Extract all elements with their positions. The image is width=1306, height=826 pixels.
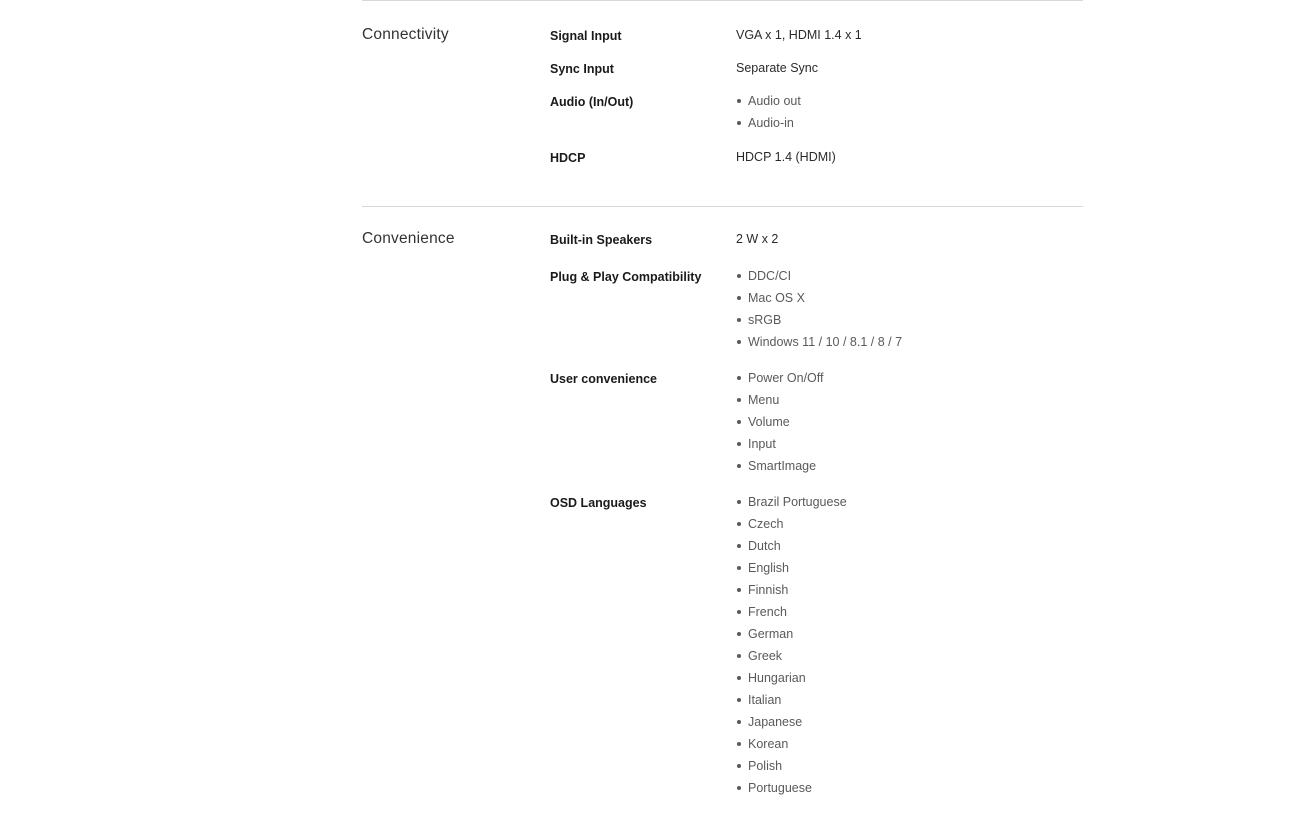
spec-value: 2 W x 2 (736, 232, 779, 246)
list-item: Greek (736, 648, 1083, 664)
spec-value: VGA x 1, HDMI 1.4 x 1 (736, 28, 862, 42)
list-item: DDC/CI (736, 268, 1083, 284)
list-item: Input (736, 436, 1083, 452)
spec-section-convenience (0, 207, 1306, 826)
section-title: Connectivity (362, 26, 449, 43)
list-item: Korean (736, 736, 1083, 752)
spec-row (550, 93, 1083, 131)
list-item: Power On/Off (736, 370, 1083, 386)
list-item: Brazil Portuguese (736, 494, 1083, 510)
list-item: Dutch (736, 538, 1083, 554)
spec-row (550, 494, 1083, 796)
spec-row (550, 268, 1083, 350)
list-item: Portuguese (736, 780, 1083, 796)
spec-label: Sync Input (550, 62, 614, 76)
spec-section-connectivity (0, 1, 1306, 206)
list-item: French (736, 604, 1083, 620)
list-item: Finnish (736, 582, 1083, 598)
spec-label: OSD Languages (550, 496, 647, 510)
list-item: Volume (736, 414, 1083, 430)
spec-row (550, 370, 1083, 474)
list-item: German (736, 626, 1083, 642)
spec-value-list (736, 93, 1083, 131)
spec-value (736, 494, 1083, 796)
list-item: Windows 11 / 10 / 8.1 / 8 / 7 (736, 334, 1083, 350)
list-item: Hungarian (736, 670, 1083, 686)
list-item: sRGB (736, 312, 1083, 328)
spec-value (736, 370, 1083, 474)
spec-label: Built-in Speakers (550, 233, 653, 247)
list-item: Audio-in (736, 115, 1083, 131)
section-title: Convenience (362, 230, 455, 247)
spec-row (550, 149, 1083, 166)
list-item: Czech (736, 516, 1083, 532)
list-item: Polish (736, 758, 1083, 774)
spec-value (736, 268, 1083, 350)
spec-rows (550, 207, 1083, 816)
spec-row (550, 60, 1083, 77)
list-item: Menu (736, 392, 1083, 408)
spec-value: Separate Sync (736, 61, 818, 75)
list-item: English (736, 560, 1083, 576)
spec-value-list (736, 268, 1083, 350)
spec-value (736, 93, 1083, 131)
spec-rows (550, 3, 1083, 182)
list-item: Japanese (736, 714, 1083, 730)
list-item: Audio out (736, 93, 1083, 109)
spec-label: Audio (In/Out) (550, 95, 634, 109)
spec-row (550, 231, 1083, 248)
spec-label: Signal Input (550, 29, 622, 43)
spec-label: Plug & Play Compatibility (550, 270, 702, 284)
spec-row (550, 27, 1083, 44)
spec-value-list (736, 494, 1083, 796)
spec-label: HDCP (550, 151, 586, 165)
spec-value-list (736, 370, 1083, 474)
list-item: SmartImage (736, 458, 1083, 474)
spec-value: HDCP 1.4 (HDMI) (736, 150, 836, 164)
spec-label: User convenience (550, 372, 657, 386)
list-item: Italian (736, 692, 1083, 708)
list-item: Mac OS X (736, 290, 1083, 306)
